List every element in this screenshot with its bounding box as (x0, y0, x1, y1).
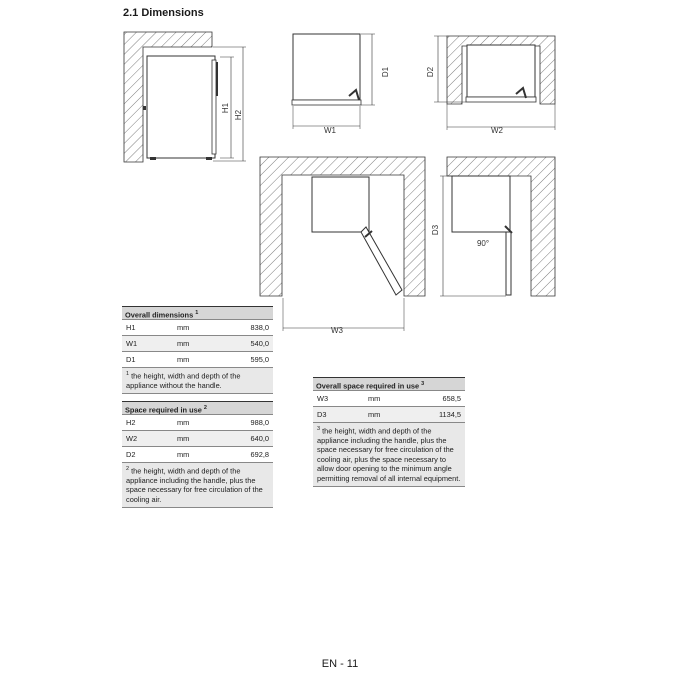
table-footnote (122, 462, 273, 508)
table-row (313, 390, 465, 406)
space-in-use-table (122, 401, 273, 508)
dim-name: H1 (126, 323, 136, 332)
table-title: Space required in use (125, 405, 202, 415)
d2-label: D2 (426, 66, 435, 78)
table-header (122, 306, 273, 319)
table-row (122, 335, 273, 351)
h1-label: H1 (221, 102, 230, 114)
dim-value: 838,0 (250, 323, 269, 332)
h2-label: H2 (234, 109, 243, 121)
dim-value: 658,5 (442, 394, 461, 403)
d1-label: D1 (381, 66, 390, 78)
dim-unit: mm (368, 410, 381, 419)
w1-label: W1 (324, 126, 336, 135)
dim-value: 1134,5 (438, 410, 461, 419)
dim-value: 595,0 (250, 355, 269, 364)
table-row (122, 351, 273, 367)
footnote-marker: 1 (126, 371, 130, 377)
table-footnote (313, 422, 465, 487)
dim-unit: mm (368, 394, 381, 403)
dim-unit: mm (177, 323, 190, 332)
footnote-marker: 2 (126, 466, 130, 472)
dim-unit: mm (177, 418, 190, 427)
table-row (122, 319, 273, 335)
section-title: 2.1 Dimensions (123, 7, 204, 19)
table-row (313, 406, 465, 422)
side-view-diagram (124, 32, 246, 162)
footnote-text: the height, width and depth of the appliance including the handle, plus the space necessary for free circulation of the cooling air, plus the space necessary to allow door opening to the minimum angle permitting removal of all internal equipment. (317, 426, 461, 483)
dim-value: 640,0 (250, 434, 269, 443)
dim-value: 540,0 (250, 339, 269, 348)
dim-name: D3 (317, 410, 327, 419)
top-view-w2-d2-diagram (426, 36, 555, 135)
footnote-marker: 2 (203, 405, 207, 411)
d3-label: D3 (431, 224, 440, 236)
overall-space-table (313, 377, 465, 487)
door-90-d3-diagram (431, 157, 555, 296)
dim-unit: mm (177, 355, 190, 364)
footnote-marker: 3 (317, 426, 321, 432)
table-title: Overall space required in use (316, 381, 420, 391)
overall-dimensions-table (122, 306, 273, 394)
table-row (122, 446, 273, 462)
dim-unit: mm (177, 450, 190, 459)
dim-name: W2 (126, 434, 138, 443)
table-footnote (122, 367, 273, 394)
w2-label: W2 (491, 126, 503, 135)
dim-name: D1 (126, 355, 136, 364)
dim-name: H2 (126, 418, 136, 427)
dim-name: D2 (126, 450, 136, 459)
door-open-w3-diagram (260, 157, 425, 335)
footnote-text: the height, width and depth of the appliance including the handle, plus the space necessary for free circulation of the cooling air. (126, 466, 263, 504)
table-row (122, 430, 273, 446)
table-header (313, 377, 465, 390)
table-title: Overall dimensions (125, 310, 194, 320)
footnote-marker: 3 (421, 381, 425, 387)
dim-unit: mm (177, 339, 190, 348)
page-number: EN - 11 (321, 658, 359, 670)
dim-value: 692,8 (250, 450, 269, 459)
angle-label: 90° (476, 239, 490, 248)
dim-name: W1 (126, 339, 138, 348)
table-row (122, 414, 273, 430)
top-view-w1-d1-diagram (292, 34, 390, 135)
dim-unit: mm (177, 434, 190, 443)
dim-name: W3 (317, 394, 329, 403)
w3-label: W3 (331, 326, 343, 335)
footnote-marker: 1 (195, 310, 199, 316)
dim-value: 988,0 (250, 418, 269, 427)
table-header (122, 401, 273, 414)
footnote-text: the height, width and depth of the appliance without the handle. (126, 371, 241, 390)
